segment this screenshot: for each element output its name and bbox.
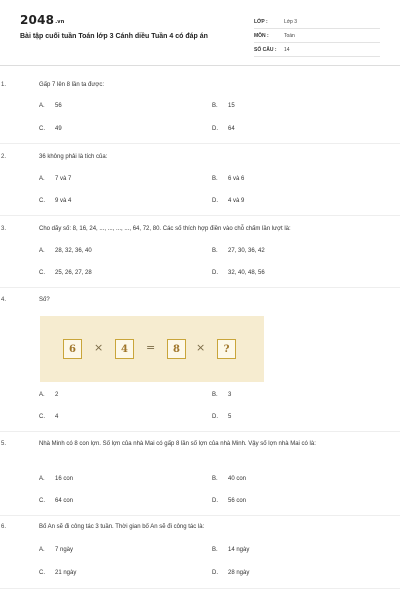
question-number: 6. xyxy=(1,524,7,530)
multiply-sign: × xyxy=(94,341,104,354)
option-d[interactable] xyxy=(212,570,249,576)
option-c[interactable] xyxy=(39,126,62,132)
divider xyxy=(0,588,400,589)
equals-sign: = xyxy=(146,341,156,354)
option-text: 28 ngày xyxy=(228,570,250,576)
logo-main: 2048 xyxy=(20,13,55,27)
option-text: 32, 40, 48, 56 xyxy=(228,270,265,276)
question-2 xyxy=(1,153,375,162)
option-letter: C. xyxy=(39,570,45,576)
option-letter: A. xyxy=(39,248,45,254)
option-text: 64 con xyxy=(55,498,74,504)
option-a[interactable] xyxy=(39,392,58,398)
option-text: 6 và 6 xyxy=(228,176,245,182)
site-logo[interactable] xyxy=(20,13,65,27)
meta-value: Lớp 3 xyxy=(284,18,298,25)
divider xyxy=(0,215,400,216)
option-letter: B. xyxy=(212,248,218,254)
option-letter: D. xyxy=(212,270,218,276)
option-a[interactable] xyxy=(39,476,73,482)
meta-table xyxy=(254,15,380,57)
question-text: Nhà Minh có 8 con lợn. Số lợn của nhà Mai có gấp 8 lần số lợn của nhà Minh. Vậy số lợn nhà Mai có là: xyxy=(39,441,316,447)
divider xyxy=(0,143,400,144)
option-text: 56 con xyxy=(228,498,247,504)
option-text: 7 ngày xyxy=(55,547,74,553)
option-b[interactable] xyxy=(212,547,249,553)
option-c[interactable] xyxy=(39,414,58,420)
multiply-sign: × xyxy=(196,341,206,354)
option-letter: D. xyxy=(212,126,218,132)
divider xyxy=(0,515,400,516)
option-c[interactable] xyxy=(39,270,92,276)
option-letter: D. xyxy=(212,198,218,204)
document-header xyxy=(0,0,400,66)
meta-row-class xyxy=(254,15,380,29)
option-text: 3 xyxy=(228,392,232,398)
question-number: 3. xyxy=(1,226,7,232)
number-box: 6 xyxy=(63,339,82,359)
option-letter: A. xyxy=(39,103,45,109)
document-title: Bài tập cuối tuần Toán lớp 3 Cánh diều Tuần 4 có đáp án xyxy=(20,33,208,40)
option-d[interactable] xyxy=(212,126,235,132)
meta-label: SỐ CÂU : xyxy=(254,46,277,53)
option-b[interactable] xyxy=(212,392,231,398)
option-text: 14 ngày xyxy=(228,547,250,553)
question-text: Cho dãy số: 8, 16, 24, ..., ..., ..., ..., 64, 72, 80. Các số thích hợp điền vào chỗ chấm lần lượt là: xyxy=(39,226,291,232)
meta-label: LỚP : xyxy=(254,18,268,25)
option-letter: B. xyxy=(212,176,218,182)
option-c[interactable] xyxy=(39,570,76,576)
option-letter: C. xyxy=(39,498,45,504)
option-letter: B. xyxy=(212,547,218,553)
meta-row-subject xyxy=(254,29,380,43)
option-text: 40 con xyxy=(228,476,247,482)
question-text: Số? xyxy=(39,297,50,303)
option-text: 28, 32, 36, 40 xyxy=(55,248,92,254)
option-text: 64 xyxy=(228,126,235,132)
number-box: 8 xyxy=(167,339,186,359)
option-letter: B. xyxy=(212,103,218,109)
meta-value: Toán xyxy=(284,32,295,39)
option-text: 27, 30, 36, 42 xyxy=(228,248,265,254)
option-c[interactable] xyxy=(39,198,71,204)
option-letter: B. xyxy=(212,476,218,482)
option-letter: C. xyxy=(39,126,45,132)
option-a[interactable] xyxy=(39,176,71,182)
meta-value: 14 xyxy=(284,46,290,53)
option-letter: C. xyxy=(39,414,45,420)
option-letter: A. xyxy=(39,476,45,482)
option-c[interactable] xyxy=(39,498,73,504)
option-text: 56 xyxy=(55,103,62,109)
question-6 xyxy=(1,523,375,532)
option-d[interactable] xyxy=(212,270,265,276)
option-b[interactable] xyxy=(212,176,244,182)
option-letter: D. xyxy=(212,498,218,504)
option-text: 16 con xyxy=(55,476,74,482)
divider xyxy=(0,431,400,432)
option-letter: C. xyxy=(39,198,45,204)
question-1 xyxy=(1,81,375,90)
option-text: 49 xyxy=(55,126,62,132)
option-a[interactable] xyxy=(39,547,73,553)
option-text: 5 xyxy=(228,414,232,420)
option-d[interactable] xyxy=(212,498,246,504)
option-letter: A. xyxy=(39,547,45,553)
option-letter: C. xyxy=(39,270,45,276)
option-text: 7 và 7 xyxy=(55,176,72,182)
option-letter: B. xyxy=(212,392,218,398)
option-d[interactable] xyxy=(212,414,231,420)
question-text: Bố An sẽ đi công tác 3 tuần. Thời gian bố An sẽ đi công tác là: xyxy=(39,524,205,530)
option-text: 21 ngày xyxy=(55,570,77,576)
option-letter: D. xyxy=(212,570,218,576)
option-letter: A. xyxy=(39,176,45,182)
equation-figure xyxy=(40,316,264,382)
option-a[interactable] xyxy=(39,248,92,254)
option-letter: A. xyxy=(39,392,45,398)
option-text: 15 xyxy=(228,103,235,109)
option-text: 4 xyxy=(55,414,59,420)
meta-row-count xyxy=(254,43,380,57)
divider xyxy=(0,287,400,288)
option-text: 2 xyxy=(55,392,59,398)
option-b[interactable] xyxy=(212,476,246,482)
option-b[interactable] xyxy=(212,248,265,254)
option-text: 4 và 9 xyxy=(228,198,245,204)
question-number: 4. xyxy=(1,297,7,303)
option-text: 25, 26, 27, 28 xyxy=(55,270,92,276)
meta-label: MÔN : xyxy=(254,32,269,39)
question-3 xyxy=(1,225,375,234)
question-number: 1. xyxy=(1,82,7,88)
unknown-box: ? xyxy=(217,339,236,359)
option-letter: D. xyxy=(212,414,218,420)
question-number: 5. xyxy=(1,441,7,447)
question-text: 36 không phải là tích của: xyxy=(39,154,108,160)
question-text: Gấp 7 lên 8 lần ta được: xyxy=(39,82,104,88)
number-box: 4 xyxy=(115,339,134,359)
logo-suffix: .vn xyxy=(55,19,65,25)
option-b[interactable] xyxy=(212,103,235,109)
option-d[interactable] xyxy=(212,198,244,204)
question-4 xyxy=(1,296,375,305)
option-text: 9 và 4 xyxy=(55,198,72,204)
option-a[interactable] xyxy=(39,103,62,109)
question-5 xyxy=(1,440,375,449)
question-number: 2. xyxy=(1,154,7,160)
